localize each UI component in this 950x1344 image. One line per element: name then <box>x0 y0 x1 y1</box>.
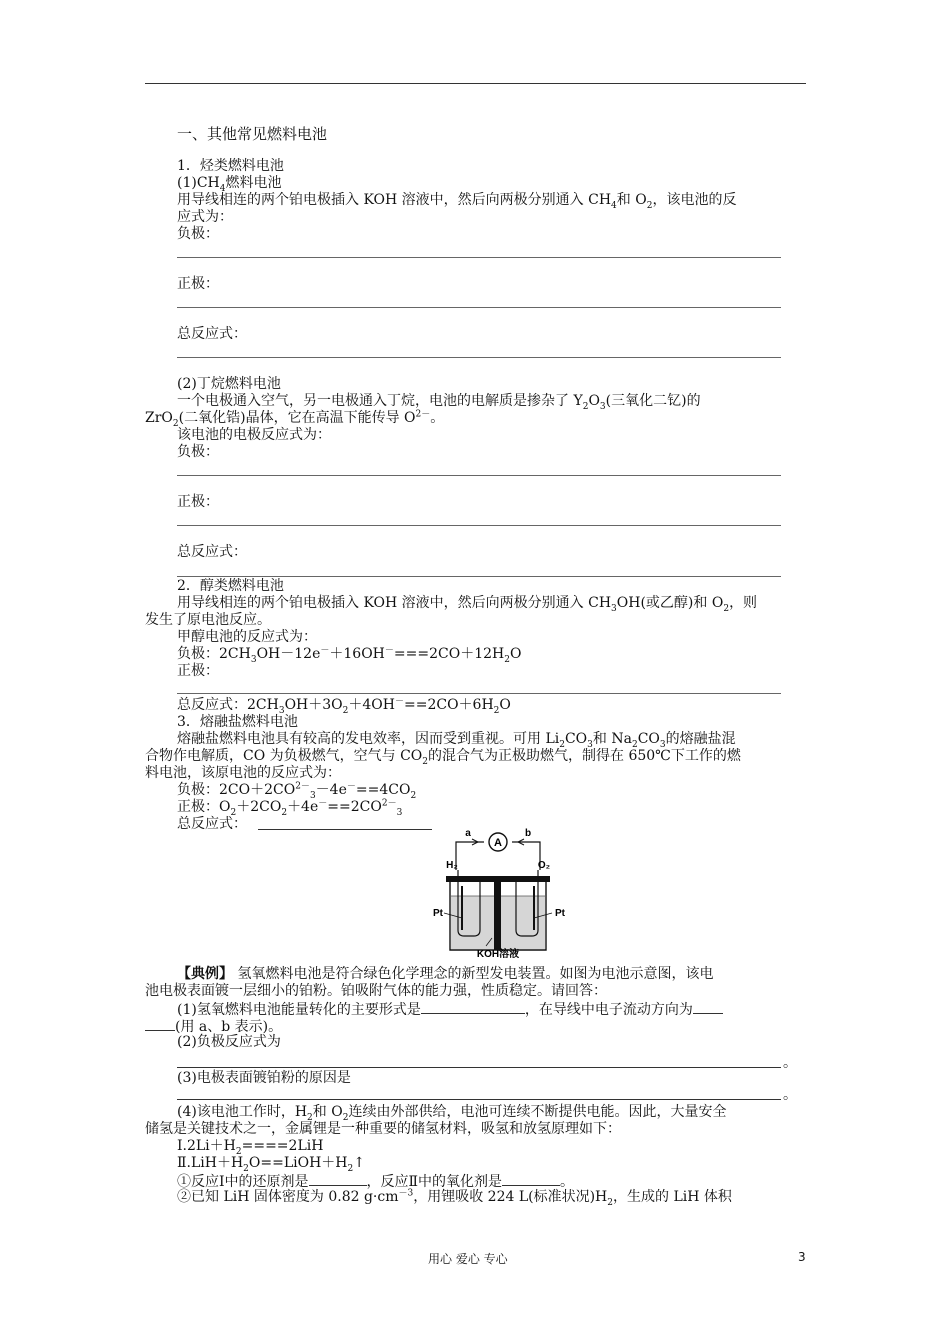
h2-label: H₂ <box>446 860 458 871</box>
s2-pos: 正极： <box>177 663 219 679</box>
s2-neg: 负极：$2CH_3OH-12e^-+16OH^-===2CO+12H_2O$ <box>177 645 522 665</box>
answer-blank[interactable] <box>145 1017 175 1031</box>
answer-line <box>258 829 432 830</box>
page-number: 3 <box>798 1250 806 1264</box>
answer-line <box>177 576 781 577</box>
section-title: 一、其他常见燃料电池 <box>177 125 328 143</box>
s1-butane-line2: ZrO$_2$(二氧化锆)晶体，它在高温下能传导 $O^{2-}$。 <box>145 409 445 429</box>
answer-blank[interactable] <box>309 1172 367 1186</box>
s1-sub2-title: (2)丁烷燃料电池 <box>177 376 281 392</box>
answer-line <box>177 525 781 526</box>
s1-neg-label: 负极： <box>177 226 219 242</box>
o2-label: O₂ <box>537 860 551 871</box>
s2-total: 总反应式：$2CH_3OH+3O_2+4OH^-==2CO+6H_2O$ <box>177 696 511 716</box>
s1-butane-line1: 一个电极通入空气，另一电极通入丁烷，电池的电解质是掺杂了 $Y_2O_3$(三氧化二钇)的 <box>177 393 701 412</box>
q4-sub2: ②已知 LiH 固体密度为 0.82 $g\cdot cm^{-3}$，用锂吸收 224 L(标准状况)$H_2$，生成的 LiH 体积 <box>177 1188 732 1208</box>
q1-line1: (1)氢氧燃料电池能量转化的主要形式是 ，在导线中电子流动方向为 <box>177 1000 723 1019</box>
s3-line2: 合物作电解质，CO 为负极燃气，空气与 $CO_2$的混合气为正极助燃气，制得在 650℃下工作的燃 <box>145 748 741 767</box>
s1-heading: 1．烃类燃料电池 <box>177 158 284 174</box>
s3-line3: 料电池，该原电池的反应式为： <box>145 765 341 781</box>
s1-total-label: 总反应式： <box>177 326 247 342</box>
wire-label-b: b <box>524 828 532 839</box>
reaction-2: $Ⅱ.LiH+H_2O==LiOH+H_2↑$ <box>177 1155 365 1174</box>
s1-butane-line3: 该电池的电极反应式为： <box>177 427 331 443</box>
s1-neg-label2: 负极： <box>177 444 219 460</box>
wire-label-a: a <box>465 828 471 839</box>
reaction-1: $Ⅰ.2Li+H_2====2LiH$ <box>177 1138 324 1157</box>
koh-label: KOH溶液 <box>476 949 520 958</box>
s3-line1: 熔融盐燃料电池具有较高的发电效率，因而受到重视。可用 $Li_2CO_3$和 $Na_2CO_3$的熔融盐混 <box>177 731 736 750</box>
answer-blank[interactable] <box>502 1172 560 1186</box>
s2-line1: 用导线相连的两个铂电极插入 KOH 溶液中，然后向两极分别通入 $CH_3OH$(或乙醇)和 $O_2$，则 <box>177 595 758 614</box>
s3-neg: 负极：$2CO+2CO^{2-}_3-4e^-==4CO_2$ <box>177 781 417 801</box>
answer-line <box>177 307 781 308</box>
header-rule <box>145 83 806 84</box>
s2-line2: 发生了原电池反应。 <box>145 612 271 628</box>
answer-blank[interactable] <box>421 1000 525 1014</box>
q3-line: (3)电极表面镀铂粉的原因是 <box>177 1070 351 1086</box>
footer-text: 用心 爱心 专心 <box>428 1252 508 1266</box>
q2-period: 。 <box>783 1055 797 1071</box>
q4-line2: 储氢是关键技术之一，金属锂是一种重要的储氢材料，吸氢和放氢原理如下： <box>145 1121 621 1137</box>
answer-line <box>177 1099 781 1100</box>
example-line1: 【典例】 氢氧燃料电池是符合绿色化学理念的新型发电装置。如图为电池示意图，该电 <box>177 966 714 982</box>
s1-pos-label2: 正极： <box>177 494 219 510</box>
q1-line2: (用 a、b 表示)。 <box>145 1017 282 1036</box>
s1-intro-line2: 应式为： <box>177 209 233 225</box>
s1-intro: 用导线相连的两个铂电极插入 KOH 溶液中，然后向两极分别通入 $CH_4$和 $O_2$，该电池的反 <box>177 192 737 211</box>
s1-sub1-title: $(1)CH_4$燃料电池 <box>177 175 282 194</box>
q4-sub1: ①反应Ⅰ中的还原剂是 ，反应Ⅱ中的氧化剂是 。 <box>177 1174 575 1190</box>
q3-period: 。 <box>783 1087 797 1103</box>
pt-left-label: Pt <box>433 908 443 919</box>
fuel-cell-diagram <box>428 826 568 958</box>
s3-heading: 3．熔融盐燃料电池 <box>177 714 298 730</box>
pt-right-label: Pt <box>555 908 565 919</box>
q4-line1: (4)该电池工作时，$H_2$和 $O_2$连续由外部供给，电池可连续不断提供电能。因此，大量安全 <box>177 1104 727 1123</box>
example-line2: 池电极表面镀一层细小的铂粉。铂吸附气体的能力强，性质稳定。请回答： <box>145 983 607 999</box>
answer-line <box>177 357 781 358</box>
answer-line <box>177 693 781 694</box>
s2-line3: 甲醇电池的反应式为： <box>177 629 317 645</box>
s3-pos: 正极：$O_2+2CO_2+4e^-==2CO^{2-}_3$ <box>177 798 403 818</box>
s1-total-label2: 总反应式： <box>177 544 247 560</box>
s2-heading: 2．醇类燃料电池 <box>177 578 284 594</box>
answer-line <box>177 475 781 476</box>
ammeter-label: A <box>494 837 502 849</box>
answer-blank[interactable] <box>693 1000 723 1014</box>
s1-pos-label: 正极： <box>177 276 219 292</box>
s3-total-label: 总反应式： <box>177 816 247 832</box>
q2-line: (2)负极反应式为 <box>177 1034 281 1050</box>
answer-line <box>177 1067 781 1068</box>
answer-line <box>177 257 781 258</box>
